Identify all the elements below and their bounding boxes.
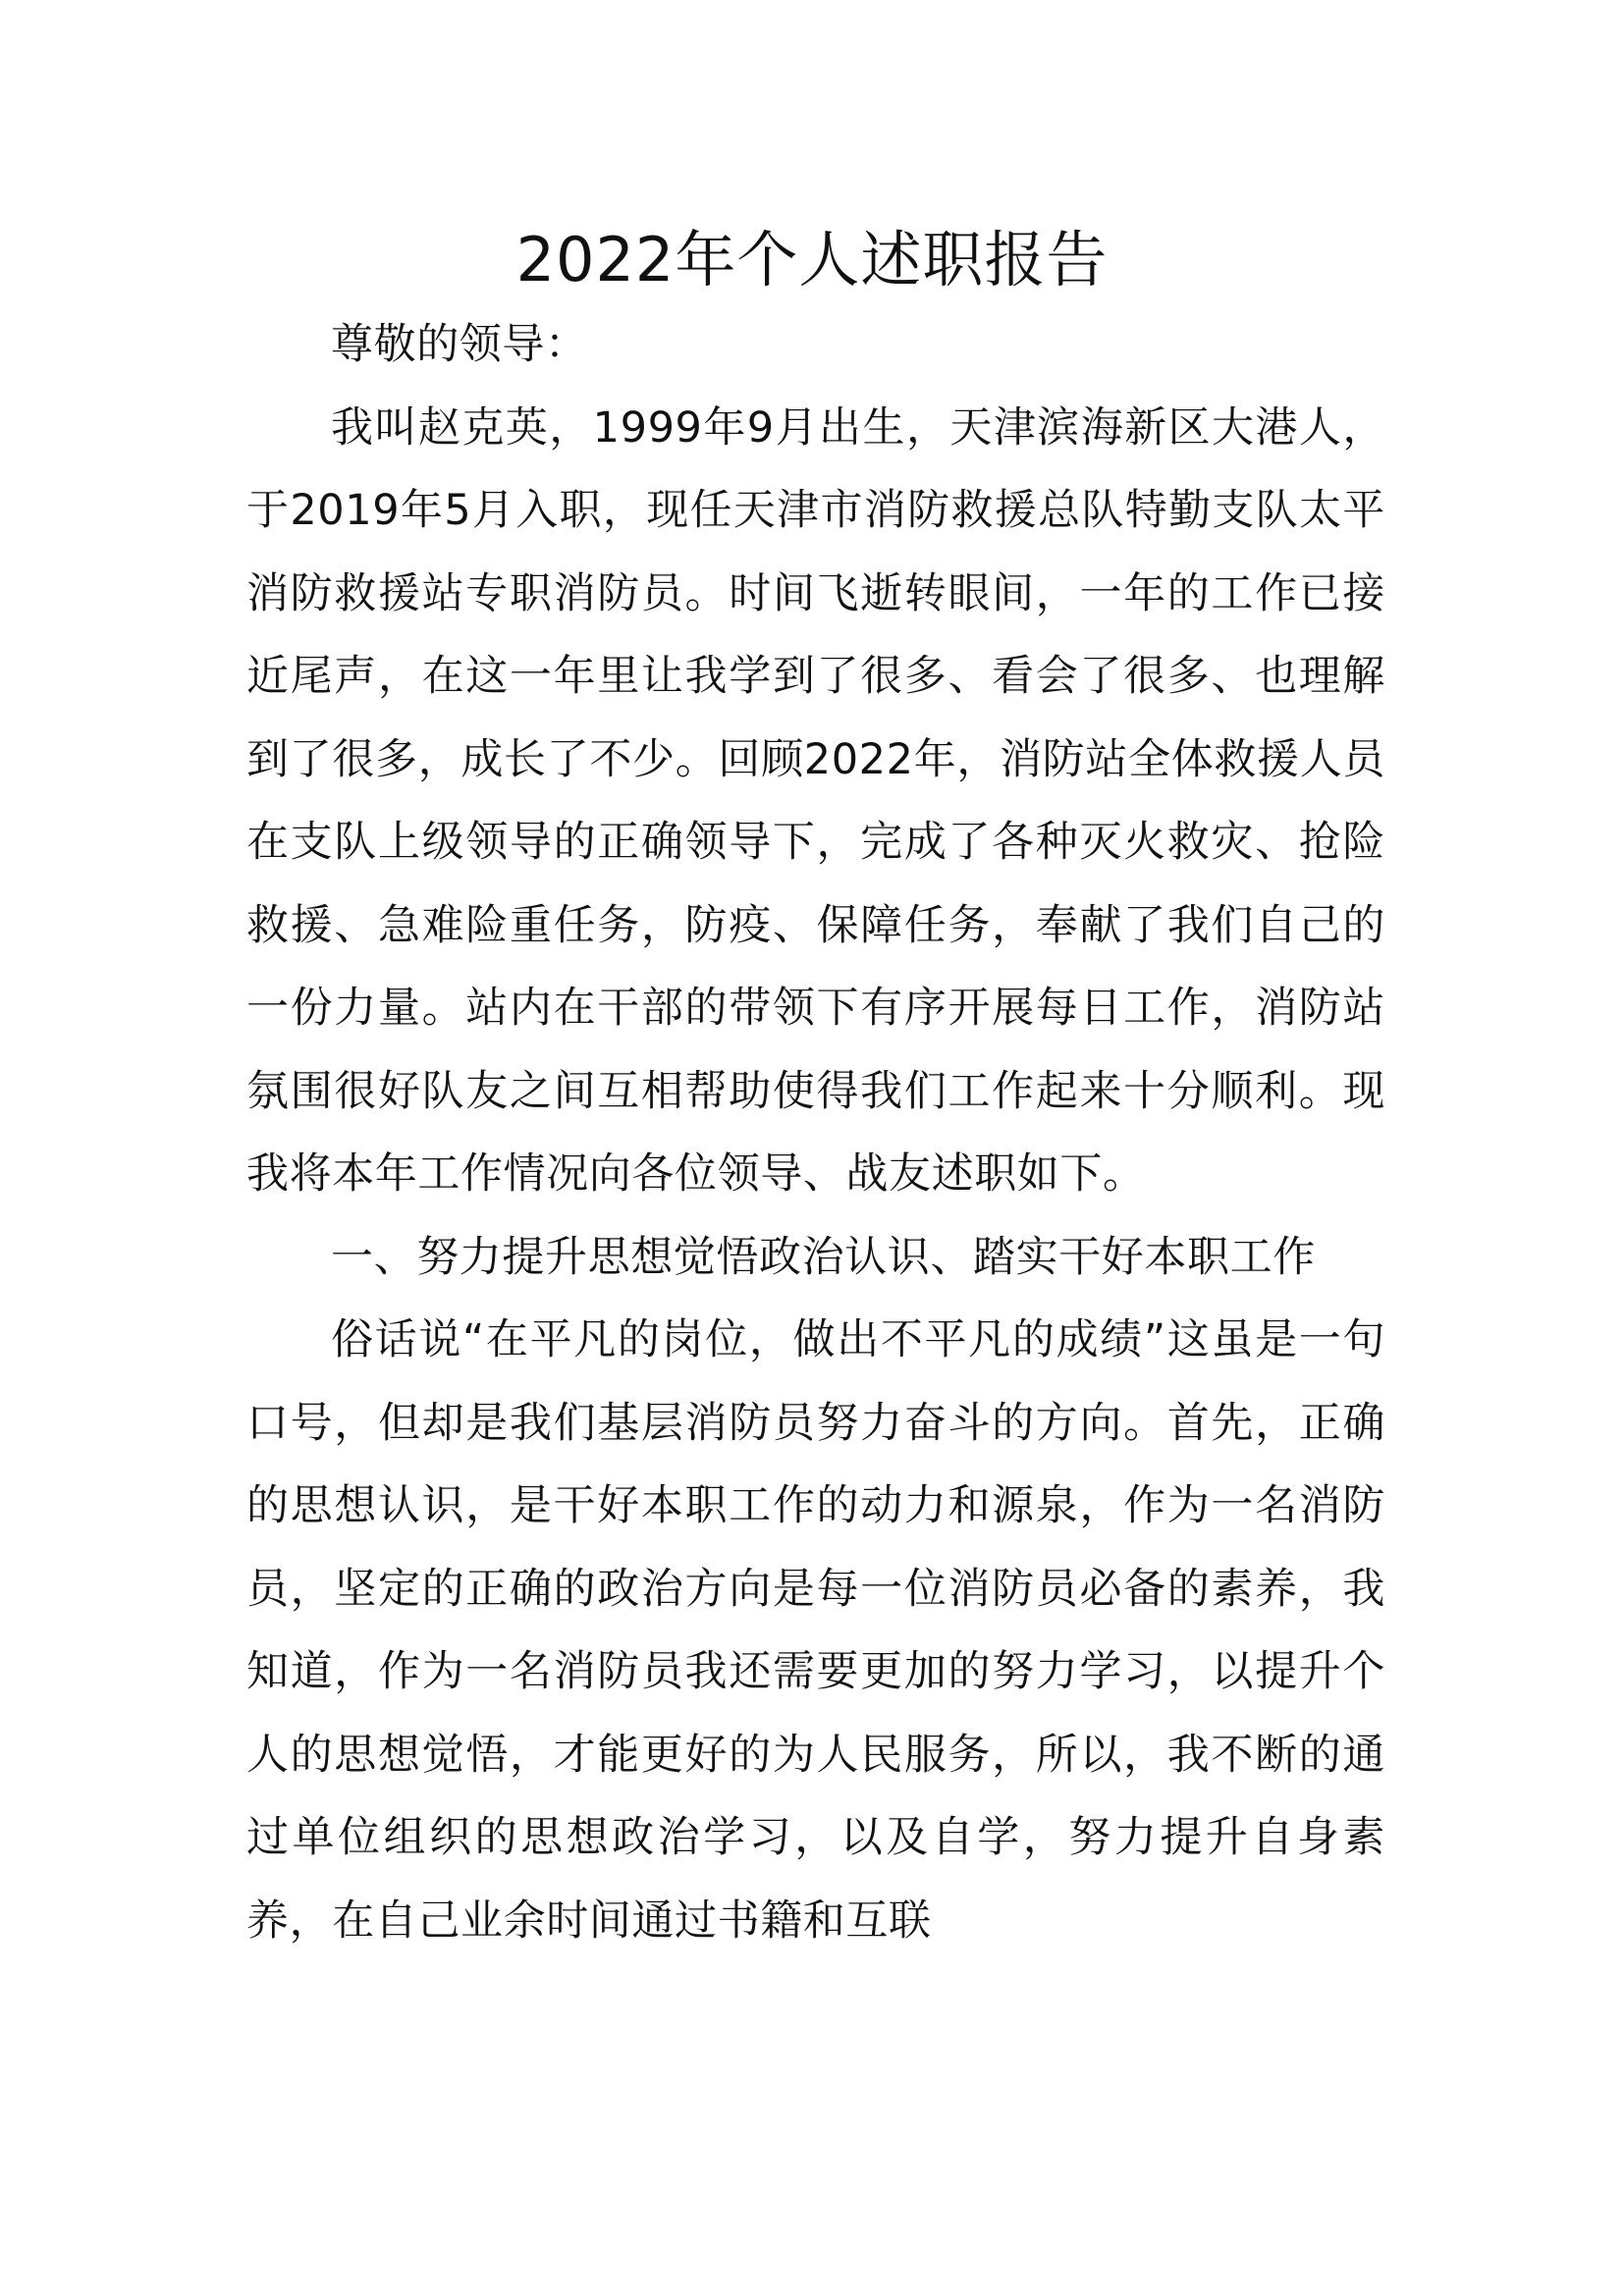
document-title: 2022年个人述职报告: [515, 224, 1109, 295]
document-body: [246, 303, 1385, 1962]
section-paragraph: 俗话说“在平凡的岗位，做出不平凡的成绩”这虽是一句口号，但却是我们基层消防员努力奋斗的方向。首先，正确的思想认识，是干好本职工作的动力和源泉，作为一名消防员，坚定的正确的政治方向是每一位消防员必备的素养，我知道，作为一名消防员我还需要更加的努力学习，以提升个人的思想觉悟，才能更好的为人民服务，所以，我不断的通过单位组织的思想政治学习，以及自学，努力提升自身素养，在自己业余时间通过书籍和互联: [246, 1315, 1385, 1946]
section-heading: 一、努力提升思想觉悟政治认识、踏实干好本职工作: [331, 1232, 1316, 1282]
intro-paragraph: 我叫赵克英，1999年9月出生，天津滨海新区大港人，于2019年5月入职，现任天津市消防救援总队特勤支队太平消防救援站专职消防员。时间飞逝转眼间，一年的工作已接近尾声，在这一年里让我学到了很多、看会了很多、也理解到了很多，成长了不少。回顾2022年，消防站全体救援人员在支队上级领导的正确领导下，完成了各种灭火救灾、抢险救援、急难险重任务，防疫、保障任务，奉献了我们自己的一份力量。站内在干部的带领下有序开展每日工作，消防站氛围很好队友之间互相帮助使得我们工作起来十分顺利。现我将本年工作情况向各位领导、战友述职如下。: [246, 402, 1385, 1199]
salutation: 尊敬的领导：: [331, 320, 588, 369]
